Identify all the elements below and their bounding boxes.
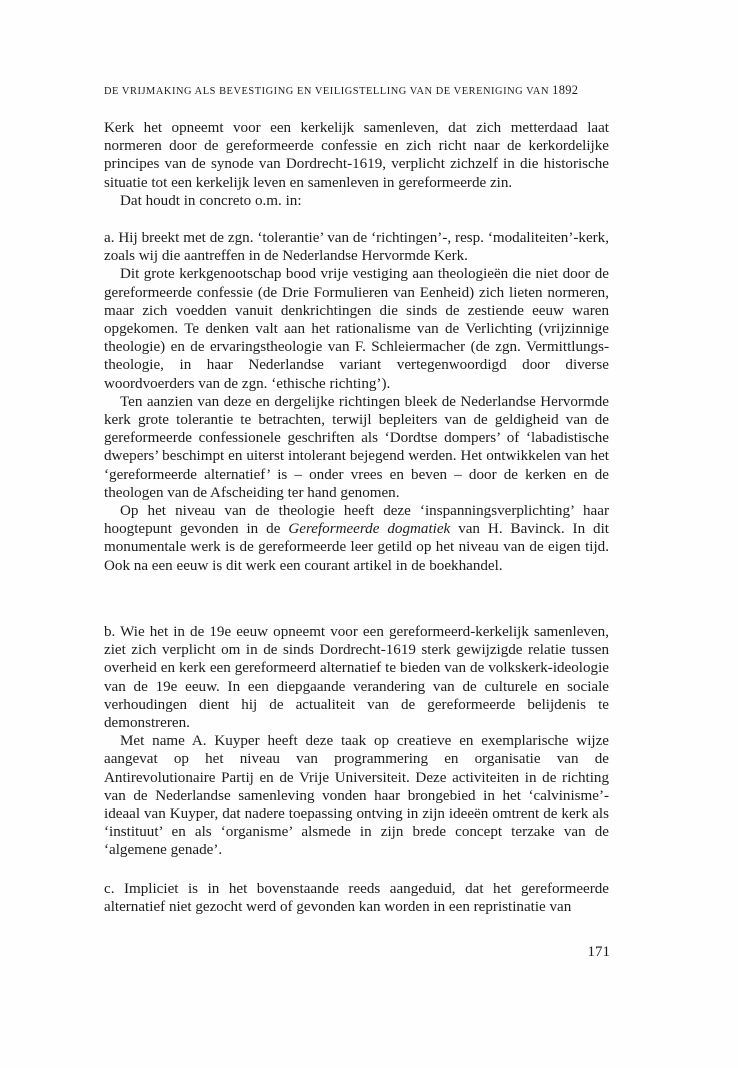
text-run: van H. Bavinck. In dit monumentale werk is de gereformeerde leer getild op het niveau van de eigen tijd. Ook na een eeuw is dit werk een courant artikel in de boekhandel. xyxy=(104,521,609,574)
running-head-year: 1892 xyxy=(552,83,579,97)
paragraph: b. Wie het in de 19e eeuw opneemt voor een gereformeerd-kerkelijk samenleven, ziet zich verplicht om in de sinds Dordrecht-1619 sterk gewijzigde relatie tussen overheid en kerk een gereformeerd alternatief te bieden van de volkskerk-ideologie van de 19e eeuw. In een diepgaande verandering van de culturele en sociale verhoudingen dient hij de actualiteit van de gereformeerde belijdenis te demonstreren. xyxy=(104,624,609,732)
paragraph: Kerk het opneemt voor een kerkelijk samenleven, dat zich metterdaad laat normeren door de gereformeerde confessie en zich richt naar de kerkordelijke principes van de synode van Dordrecht-1619, verplicht zichzelf in die historische situatie tot een kerkelijk leven en samenleven in gereformeerde zin. xyxy=(104,120,609,191)
book-title: Gereformeerde dogmatiek xyxy=(288,521,451,538)
paragraph: a. Hij breekt met de zgn. ‘tolerantie’ van de ‘richtingen’-, resp. ‘modaliteiten’-kerk, zoals wij die aantreffen in de Nederlandse Hervormde Kerk. xyxy=(104,230,609,265)
paragraph: c. Impliciet is in het bovenstaande reeds aangeduid, dat het gereformeerde alternatief niet gezocht werd of gevonden kan worden in een repristinatie van xyxy=(104,881,609,916)
text-run: Op het niveau van de theologie heeft deze ‘inspanningsverplichting’ haar hoogtepunt gevonden in de xyxy=(104,503,609,538)
paragraph: Ten aanzien van deze en dergelijke richtingen bleek de Nederlandse Hervormde kerk grote tolerantie te betrachten, terwijl bepleiters van de geldigheid van de gereformeerde confessionele geschriften als ‘Dordtse dompers’ of ‘labadistische dwepers’ beschimpt en uiterst intolerant bejegend werden. Het ontwikkelen van het ‘gereformeerde alternatief’ is – onder vrees en beven – door de kerken en de theologen van de Afscheiding ter hand genomen. xyxy=(104,393,609,501)
page-number: 171 xyxy=(587,944,610,960)
paragraph: Met name A. Kuyper heeft deze taak op creatieve en exemplarische wijze aangevat op het niveau van programmering en organisatie van de Antirevolutionaire Partij en de Vrije Universiteit. Deze activiteiten in de richting van de Nederlandse samenleving vonden haar brongebied in het ‘calvinisme’-ideaal van Kuyper, dat nadere toepassing ontving in zijn ideeën omtrent de kerk als ‘instituut’ en als ‘organisme’ alsmede in zijn brede concept terzake van de ‘algemene genade’. xyxy=(104,733,609,859)
paragraph: Dat houdt in concreto o.m. in: xyxy=(120,192,302,209)
section-a xyxy=(104,229,609,575)
running-head-title: DE VRIJMAKING ALS BEVESTIGING EN VEILIGSTELLING VAN DE VERENIGING VAN xyxy=(104,86,549,97)
intro-section xyxy=(104,119,609,210)
section-c xyxy=(104,880,609,916)
section-b xyxy=(104,623,609,860)
paragraph: Dit grote kerkgenootschap bood vrije vestiging aan theologieën die niet door de gereformeerde confessie (de Drie Formulieren van Eenheid) zich lieten normeren, maar zich voedden vanuit denkrichtingen die sinds de zestiende eeuw waren opgekomen. Te denken valt aan het rationalisme van de Verlichting (vrijzinnige theologie) en de ervaringstheologie van F. Schleiermacher (de zgn. Vermittlungs-theologie, in haar Nederlandse variant vertegenwoordigd door diverse woordvoerders van de zgn. ‘ethische richting’). xyxy=(104,266,609,392)
paragraph xyxy=(104,502,609,575)
running-head xyxy=(104,83,634,98)
